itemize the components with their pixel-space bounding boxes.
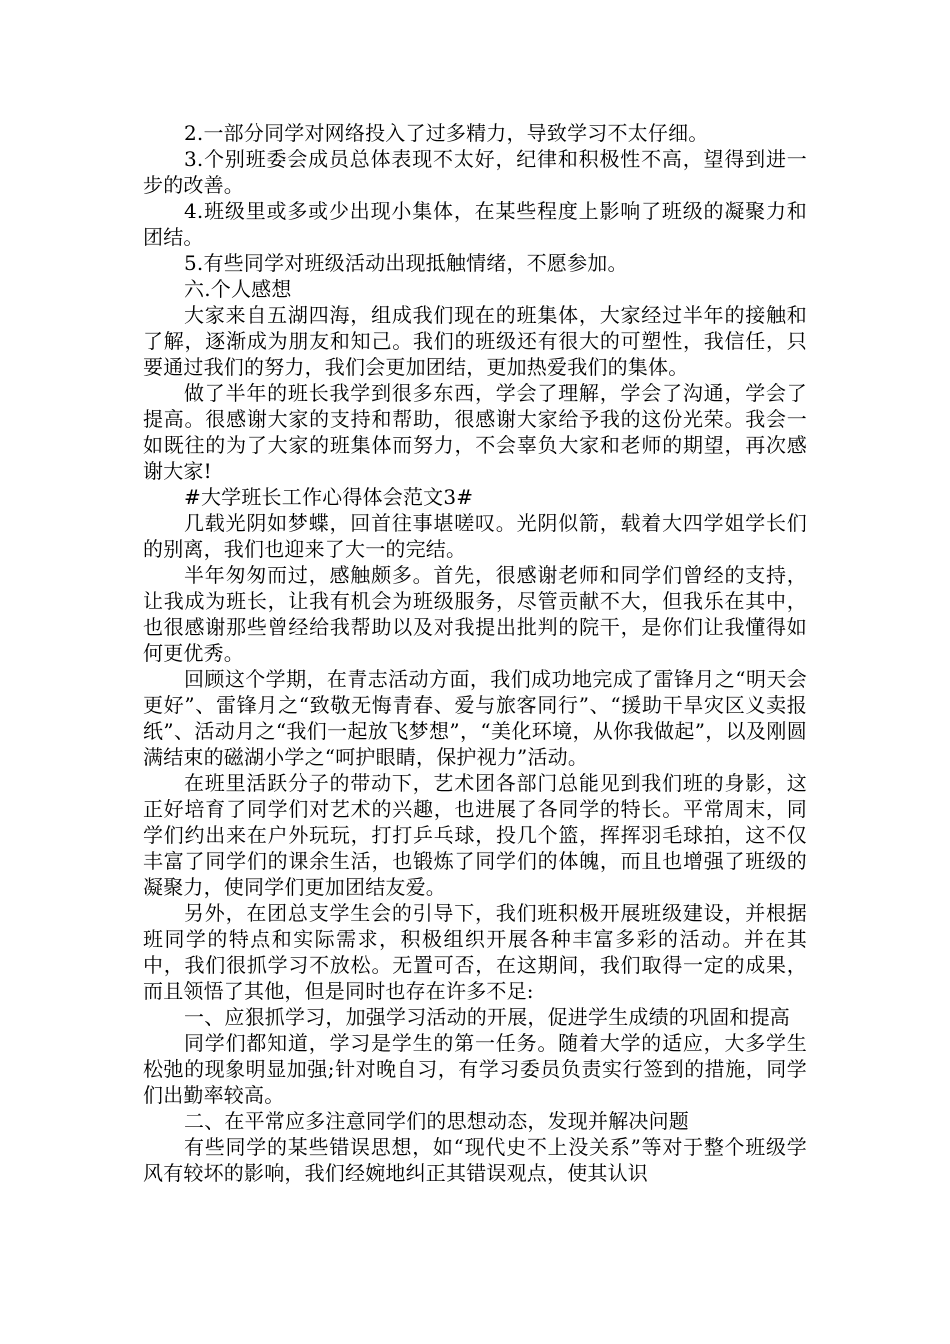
paragraph: 几载光阴如梦蝶，回首往事堪嗟叹。光阴似箭，载着大四学姐学长们的别离，我们也迎来了大一的完结。 xyxy=(143,511,807,561)
paragraph: 另外，在团总支学生会的引导下，我们班积极开展班级建设，并根据班同学的特点和实际需求，积极组织开展各种丰富多彩的活动。并在其中，我们很抓学习不放松。无置可否，在这期间，我们取得一定的成果，而且领悟了其他，但是同时也存在许多不足: xyxy=(143,901,807,1003)
paragraph: 半年匆匆而过，感触颇多。首先，很感谢老师和同学们曾经的支持，让我成为班长，让我有机会为班级服务，尽管贡献不大，但我乐在其中，也很感谢那些曾经给我帮助以及对我提出批判的院干，是你们让我懂得如何更优秀。 xyxy=(143,563,807,665)
list-item-4: 4.班级里或多或少出现小集体，在某些程度上影响了班级的凝聚力和团结。 xyxy=(143,199,807,249)
paragraph: 同学们都知道，学习是学生的第一任务。随着大学的适应，大多学生松弛的现象明显加强;针对晚自习，有学习委员负责实行签到的措施，同学们出勤率较高。 xyxy=(143,1031,807,1107)
paragraph: 在班里活跃分子的带动下，艺术团各部门总能见到我们班的身影，这正好培育了同学们对艺术的兴趣，也进展了各同学的特长。平常周末，同学们约出来在户外玩玩，打打乒乓球，投几个篮，挥挥羽毛球拍，这不仅丰富了同学们的课余生活，也锻炼了同学们的体魄，而且也增强了班级的凝聚力，使同学们更加团结友爱。 xyxy=(143,771,807,899)
paragraph: 回顾这个学期，在青志活动方面，我们成功地完成了雷锋月之“明天会更好”、雷锋月之“致敬无悔青春、爱与旅客同行”、“援助干旱灾区义卖报纸”、活动月之“我们一起放飞梦想”，“美化环境，从你我做起”，以及刚圆满结束的磁湖小学之“呵护眼睛，保护视力”活动。 xyxy=(143,667,807,769)
section-heading-sample-3: #大学班长工作心得体会范文3# xyxy=(184,485,474,509)
subheading-thoughts: 二、在平常应多注意同学们的思想动态，发现并解决问题 xyxy=(184,1109,689,1133)
list-item-5: 5.有些同学对班级活动出现抵触情绪，不愿参加。 xyxy=(184,251,628,275)
subheading-study: 一、应狠抓学习，加强学习活动的开展，促进学生成绩的巩固和提高 xyxy=(184,1005,790,1029)
paragraph: 大家来自五湖四海，组成我们现在的班集体，大家经过半年的接触和了解，逐渐成为朋友和知己。我们的班级还有很大的可塑性，我信任，只要通过我们的努力，我们会更加团结，更加热爱我们的集体。 xyxy=(143,303,807,379)
paragraph: 有些同学的某些错误思想，如“现代史不上没关系”等对于整个班级学风有较坏的影响，我们经婉地纠正其错误观点，使其认识 xyxy=(143,1135,807,1185)
list-item-3: 3.个别班委会成员总体表现不太好，纪律和积极性不高，望得到进一步的改善。 xyxy=(143,147,807,197)
section-heading-personal-thoughts: 六.个人感想 xyxy=(184,277,292,301)
list-item-2: 2.一部分同学对网络投入了过多精力，导致学习不太仔细。 xyxy=(184,121,709,145)
paragraph: 做了半年的班长我学到很多东西，学会了理解，学会了沟通，学会了提高。很感谢大家的支持和帮助，很感谢大家给予我的这份光荣。我会一如既往的为了大家的班集体而努力，不会辜负大家和老师的期望，再次感谢大家! xyxy=(143,381,807,483)
document-body xyxy=(143,120,807,1186)
